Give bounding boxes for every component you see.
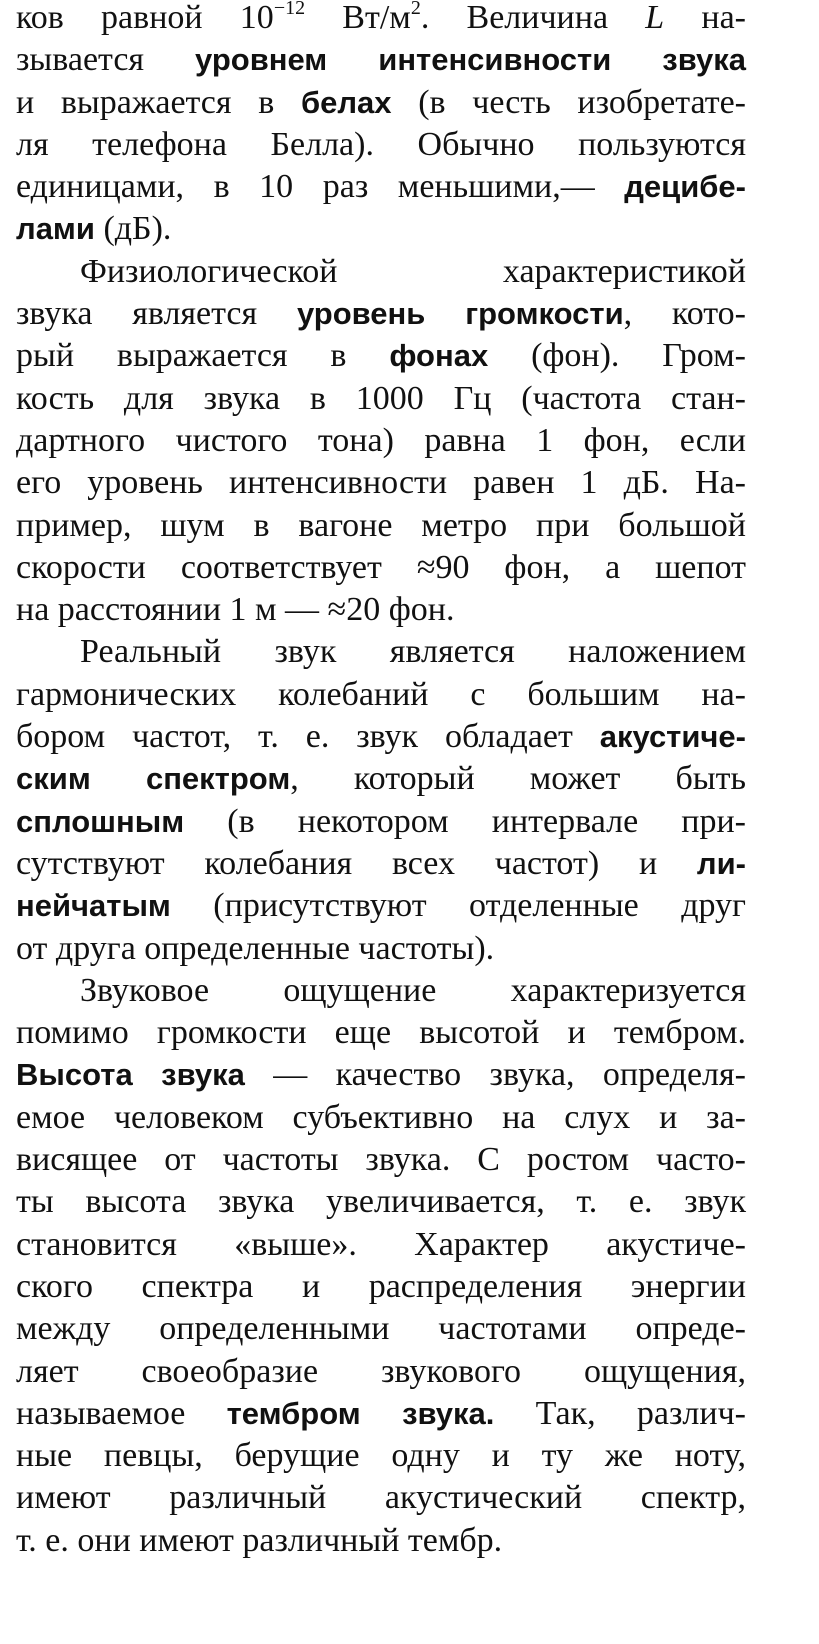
text-line: кость для звука в 1000 Гц (частота стан- — [16, 379, 746, 417]
text-line — [16, 716, 746, 758]
text-segment: (присутствуют отделенные друг — [170, 887, 746, 925]
text-segment: на- — [664, 0, 747, 36]
term-bold: уровнем интенсивности звука — [194, 42, 746, 78]
text-line — [16, 166, 746, 208]
term-bold: сплошным — [16, 803, 185, 839]
text-line: Звуковое ощущение характеризуется — [80, 971, 746, 1009]
term-bold: фонах — [389, 338, 489, 374]
text-line: ты высота звука увеличивается, т. е. звук — [16, 1183, 746, 1221]
term-bold: уровень громкости — [296, 296, 624, 332]
text-line: Физиологической характеристикой — [80, 252, 746, 290]
text-line: скорости соответствует ≈90 фон, а шепот — [16, 548, 746, 586]
text-line: на расстоянии 1 м — ≈20 фон. — [16, 591, 455, 629]
text-line: гармонических колебаний с большим на- — [16, 675, 746, 713]
text-segment: (в честь изобретате- — [391, 83, 746, 121]
text-line — [16, 208, 746, 250]
term-bold: тембром звука. — [226, 1395, 495, 1431]
text-segment: — качество звука, определя- — [244, 1056, 746, 1094]
text-line — [16, 1054, 746, 1096]
text-line: имеют различный акустический спектр, — [16, 1479, 746, 1517]
text-line: ля телефона Белла). Обычно пользуются — [16, 125, 746, 163]
text-segment: (дБ). — [94, 210, 172, 248]
term-bold: децибе- — [624, 169, 746, 205]
text-line — [16, 82, 746, 124]
text-segment: рый выражается в — [16, 337, 390, 375]
text-segment: сутствуют колебания всех частот) и — [16, 844, 697, 882]
variable-symbol: L — [645, 0, 665, 36]
text-segment: единицами, в 10 раз меньшими,— — [16, 168, 625, 206]
text-line: Реальный звук является наложением — [80, 633, 746, 671]
text-segment: Так, различ- — [494, 1394, 747, 1432]
text-line — [16, 335, 746, 377]
text-segment: и выражается в — [16, 83, 301, 121]
text-segment: (в некотором интервале при- — [184, 802, 746, 840]
text-line: его уровень интенсивности равен 1 дБ. На- — [16, 464, 746, 502]
term-bold: нейчатым — [16, 888, 171, 924]
text-line: становится «выше». Характер акустиче- — [16, 1225, 746, 1263]
text-line — [16, 0, 746, 39]
text-line: дартного чистого тона) равна 1 фон, если — [16, 421, 746, 459]
text-segment: зывается — [16, 41, 195, 79]
document-page — [16, 0, 746, 1644]
text-segment: называемое — [16, 1394, 227, 1432]
text-line: между определенными частотами опреде- — [16, 1310, 746, 1348]
text-line: емое человеком субъективно на слух и за- — [16, 1098, 746, 1136]
text-line: висящее от частоты звука. С ростом часто- — [16, 1141, 746, 1179]
text-line — [16, 801, 746, 843]
text-line: ского спектра и распределения энергии — [16, 1267, 746, 1305]
text-segment: бором частот, т. е. звук обладает — [16, 718, 600, 756]
term-bold: лами — [16, 211, 95, 247]
text-segment: , кото- — [623, 295, 746, 333]
term-bold: ли- — [696, 845, 746, 881]
text-line — [16, 293, 746, 335]
text-line: пример, шум в вагоне метро при большой — [16, 506, 746, 544]
text-segment: Вт/м — [305, 0, 411, 36]
text-line — [16, 39, 746, 81]
text-line: ные певцы, берущие одну и ту же ноту, — [16, 1437, 746, 1475]
text-segment: ков равной 10 — [16, 0, 274, 36]
term-bold: акустиче- — [599, 719, 746, 755]
text-line: от друга определенные частоты). — [16, 929, 495, 967]
exponent: −12 — [273, 0, 306, 19]
text-line — [16, 885, 746, 927]
text-line: ляет своеобразие звукового ощущения, — [16, 1352, 746, 1390]
text-line: помимо громкости еще высотой и тембром. — [16, 1014, 746, 1052]
text-line — [16, 758, 746, 800]
text-segment: (фон). Гром- — [488, 337, 746, 375]
text-line — [16, 843, 746, 885]
text-segment: , который может быть — [290, 760, 746, 798]
text-line: т. е. они имеют различный тембр. — [16, 1521, 503, 1559]
term-bold: ским спектром — [16, 761, 291, 797]
text-segment: звука является — [16, 295, 297, 333]
text-segment: . Величина — [420, 0, 646, 36]
term-bold: белах — [300, 84, 392, 120]
exponent: 2 — [410, 0, 421, 19]
term-bold: Высота звука — [16, 1057, 245, 1093]
text-line — [16, 1393, 746, 1435]
